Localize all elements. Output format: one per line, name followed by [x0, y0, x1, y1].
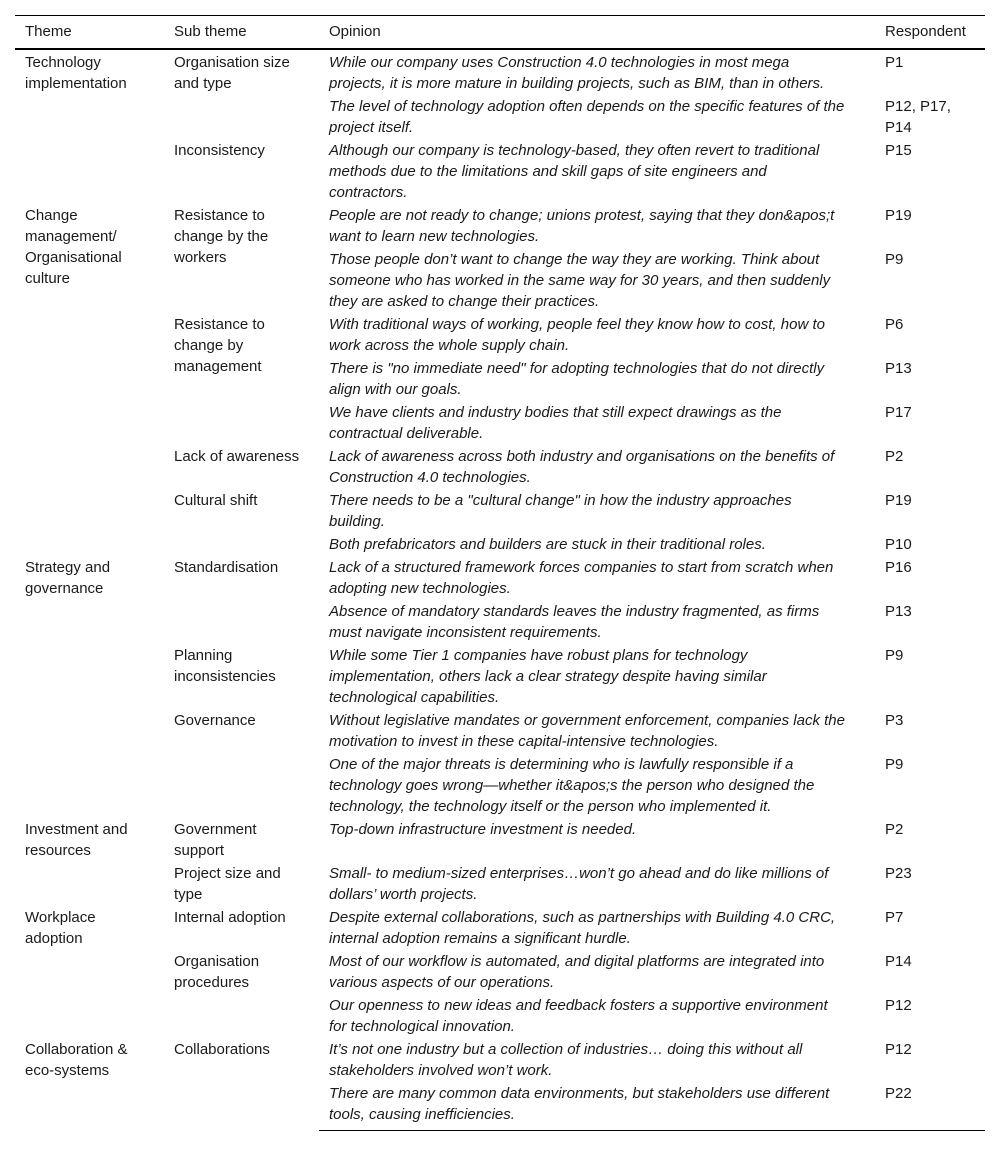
opinion-cell: While some Tier 1 companies have robust plans for technology implementation, others lack a clear strategy despite having similar technological capabilities.: [329, 647, 767, 706]
theme-cell: Collaboration & eco-systems: [25, 1041, 128, 1079]
respondent-cell: P16: [885, 559, 912, 576]
sub-theme-cell: Planning inconsistencies: [174, 647, 276, 685]
header-opinion: Opinion: [319, 16, 875, 50]
table-row: [15, 556, 985, 600]
sub-theme-cell: Standardisation: [174, 559, 279, 576]
table-row: [15, 49, 985, 95]
opinion-cell: Without legislative mandates or government enforcement, companies lack the motivation to invest in these capital-intensive technologies.: [329, 712, 845, 750]
respondent-cell: P10: [885, 536, 912, 553]
opinion-cell: Top-down infrastructure investment is needed.: [329, 821, 637, 838]
sub-theme-cell: Governance: [174, 712, 256, 729]
theme-cell: Change management/ Organisational culture: [25, 207, 122, 287]
opinion-cell: Most of our workflow is automated, and digital platforms are integrated into various aspects of our operations.: [329, 953, 825, 991]
sub-theme-cell: Cultural shift: [174, 492, 258, 509]
opinion-cell: Those people don’t want to change the way they are working. Think about someone who has worked in the same way for 30 years, and then suddenly they are asked to change their practices.: [329, 251, 831, 310]
opinion-cell: There are many common data environments, but stakeholders use different tools, causing inefficiencies.: [319, 1082, 875, 1131]
respondent-cell: P12: [885, 997, 912, 1014]
opinion-cell: Lack of a structured framework forces companies to start from scratch when adopting new technologies.: [329, 559, 834, 597]
table-row: [15, 818, 985, 862]
respondent-cell: P9: [885, 756, 904, 773]
opinion-cell: While our company uses Construction 4.0 technologies in most mega projects, it is more mature in building projects, such as BIM, than in others.: [329, 54, 825, 92]
opinion-cell: Lack of awareness across both industry and organisations on the benefits of Construction 4.0 technologies.: [329, 448, 835, 486]
opinion-cell: Small- to medium-sized enterprises…won’t go ahead and do like millions of dollars’ worth projects.: [329, 865, 829, 903]
sub-theme-cell: Organisation size and type: [174, 54, 290, 92]
opinion-cell: Absence of mandatory standards leaves the industry fragmented, as firms must navigate inconsistent requirements.: [329, 603, 820, 641]
respondent-cell: P19: [885, 492, 912, 509]
respondent-cell: P3: [885, 712, 904, 729]
respondent-cell: P6: [885, 316, 904, 333]
header-respondent: Respondent: [875, 16, 985, 50]
sub-theme-cell: Government support: [174, 821, 257, 859]
respondent-cell: P22: [875, 1082, 985, 1131]
theme-cell: Strategy and governance: [25, 559, 111, 597]
respondent-cell: P14: [885, 953, 912, 970]
respondent-cell: P13: [885, 360, 912, 377]
table-body: [15, 49, 985, 1131]
respondent-cell: P13: [885, 603, 912, 620]
theme-cell: Investment and resources: [25, 821, 128, 859]
respondent-cell: P9: [885, 251, 904, 268]
opinion-cell: We have clients and industry bodies that still expect drawings as the contractual deliverable.: [329, 404, 782, 442]
opinion-cell: There needs to be a "cultural change" in how the industry approaches building.: [329, 492, 792, 530]
sub-theme-cell: Collaborations: [174, 1041, 270, 1058]
opinion-cell: There is "no immediate need" for adopting technologies that do not directly align with our goals.: [329, 360, 825, 398]
opinion-cell: Both prefabricators and builders are stuck in their traditional roles.: [329, 536, 766, 553]
opinion-cell: The level of technology adoption often depends on the specific features of the project itself.: [329, 98, 845, 136]
table-row: [15, 906, 985, 950]
sub-theme-cell: Internal adoption: [174, 909, 286, 926]
respondent-cell: P2: [885, 448, 904, 465]
opinion-cell: With traditional ways of working, people feel they know how to cost, how to work across the whole supply chain.: [329, 316, 825, 354]
theme-cell: Technology implementation: [25, 54, 127, 92]
opinion-cell: People are not ready to change; unions protest, saying that they don&apos;t want to learn new technologies.: [329, 207, 835, 245]
respondent-cell: P23: [885, 865, 912, 882]
opinion-cell: Although our company is technology-based, they often revert to traditional methods due to the limitations and skill gaps of site engineers and contractors.: [329, 142, 820, 201]
opinion-cell: Our openness to new ideas and feedback fosters a supportive environment for technological innovation.: [329, 997, 828, 1035]
sub-theme-cell: Resistance to change by management: [174, 316, 265, 375]
header-sub-theme: Sub theme: [164, 16, 319, 50]
respondent-cell: P7: [885, 909, 904, 926]
sub-theme-cell: Organisation procedures: [174, 953, 260, 991]
table-row: [15, 204, 985, 248]
table-header-row: [15, 16, 985, 50]
respondent-cell: P12, P17, P14: [885, 98, 951, 136]
themes-table: [15, 15, 985, 1131]
opinion-cell: It’s not one industry but a collection of industries… doing this without all stakeholders involved won’t work.: [329, 1041, 803, 1079]
opinion-cell: Despite external collaborations, such as partnerships with Building 4.0 CRC, internal adoption remains a significant hurdle.: [329, 909, 836, 947]
theme-cell: Workplace adoption: [25, 909, 96, 947]
sub-theme-cell: Resistance to change by the workers: [174, 207, 269, 266]
respondent-cell: P12: [885, 1041, 912, 1058]
respondent-cell: P17: [885, 404, 912, 421]
sub-theme-cell: Inconsistency: [174, 142, 265, 159]
sub-theme-cell: Project size and type: [174, 865, 281, 903]
header-theme: Theme: [15, 16, 164, 50]
respondent-cell: P19: [885, 207, 912, 224]
table-row: [15, 1038, 985, 1082]
respondent-cell: P15: [885, 142, 912, 159]
sub-theme-cell: Lack of awareness: [174, 448, 300, 465]
respondent-cell: P1: [885, 54, 904, 71]
respondent-cell: P2: [885, 821, 904, 838]
opinion-cell: One of the major threats is determining who is lawfully responsible if a technology goes wrong—whether it&apos;s the person who designed the technology, the technology itself or the person who implemented it.: [329, 756, 815, 815]
respondent-cell: P9: [885, 647, 904, 664]
